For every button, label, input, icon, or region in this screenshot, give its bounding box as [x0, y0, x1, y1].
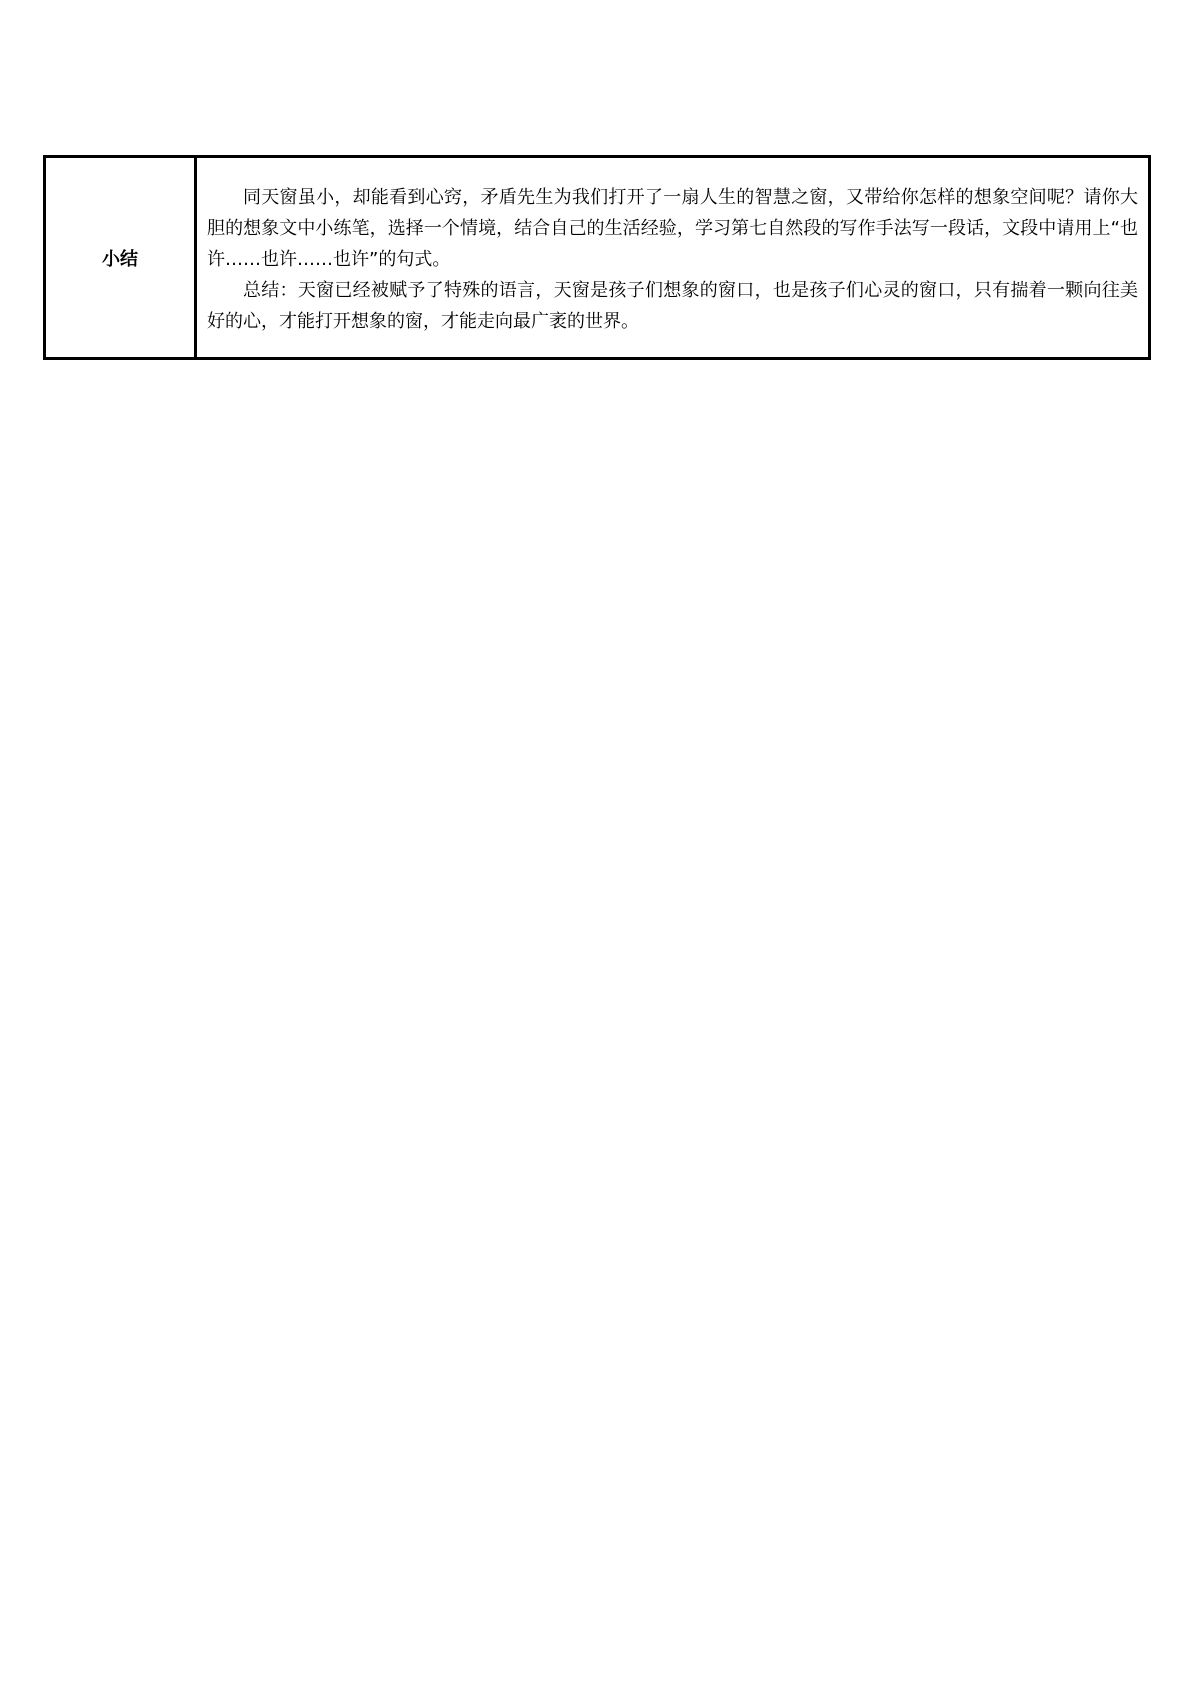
content-paragraph: 同天窗虽小，却能看到心窍，矛盾先生为我们打开了一扇人生的智慧之窗，又带给你怎样的想象空间呢？请你大胆的想象文中小练笔，选择一个情境，结合自己的生活经验，学习第七自然段的写作手法写一段话，文段中请用上“也许……也许……也许”的句式。: [207, 187, 1138, 270]
section-content: [196, 157, 1150, 359]
table-row: [45, 157, 1150, 359]
lesson-table: [43, 155, 1151, 360]
summary-paragraph: 总结：天窗已经被赋予了特殊的语言，天窗是孩子们想象的窗口，也是孩子们心灵的窗口，只有揣着一颗向往美好的心，才能打开想象的窗，才能走向最广袤的世界。: [207, 280, 1138, 332]
section-label: 小结: [45, 157, 196, 359]
